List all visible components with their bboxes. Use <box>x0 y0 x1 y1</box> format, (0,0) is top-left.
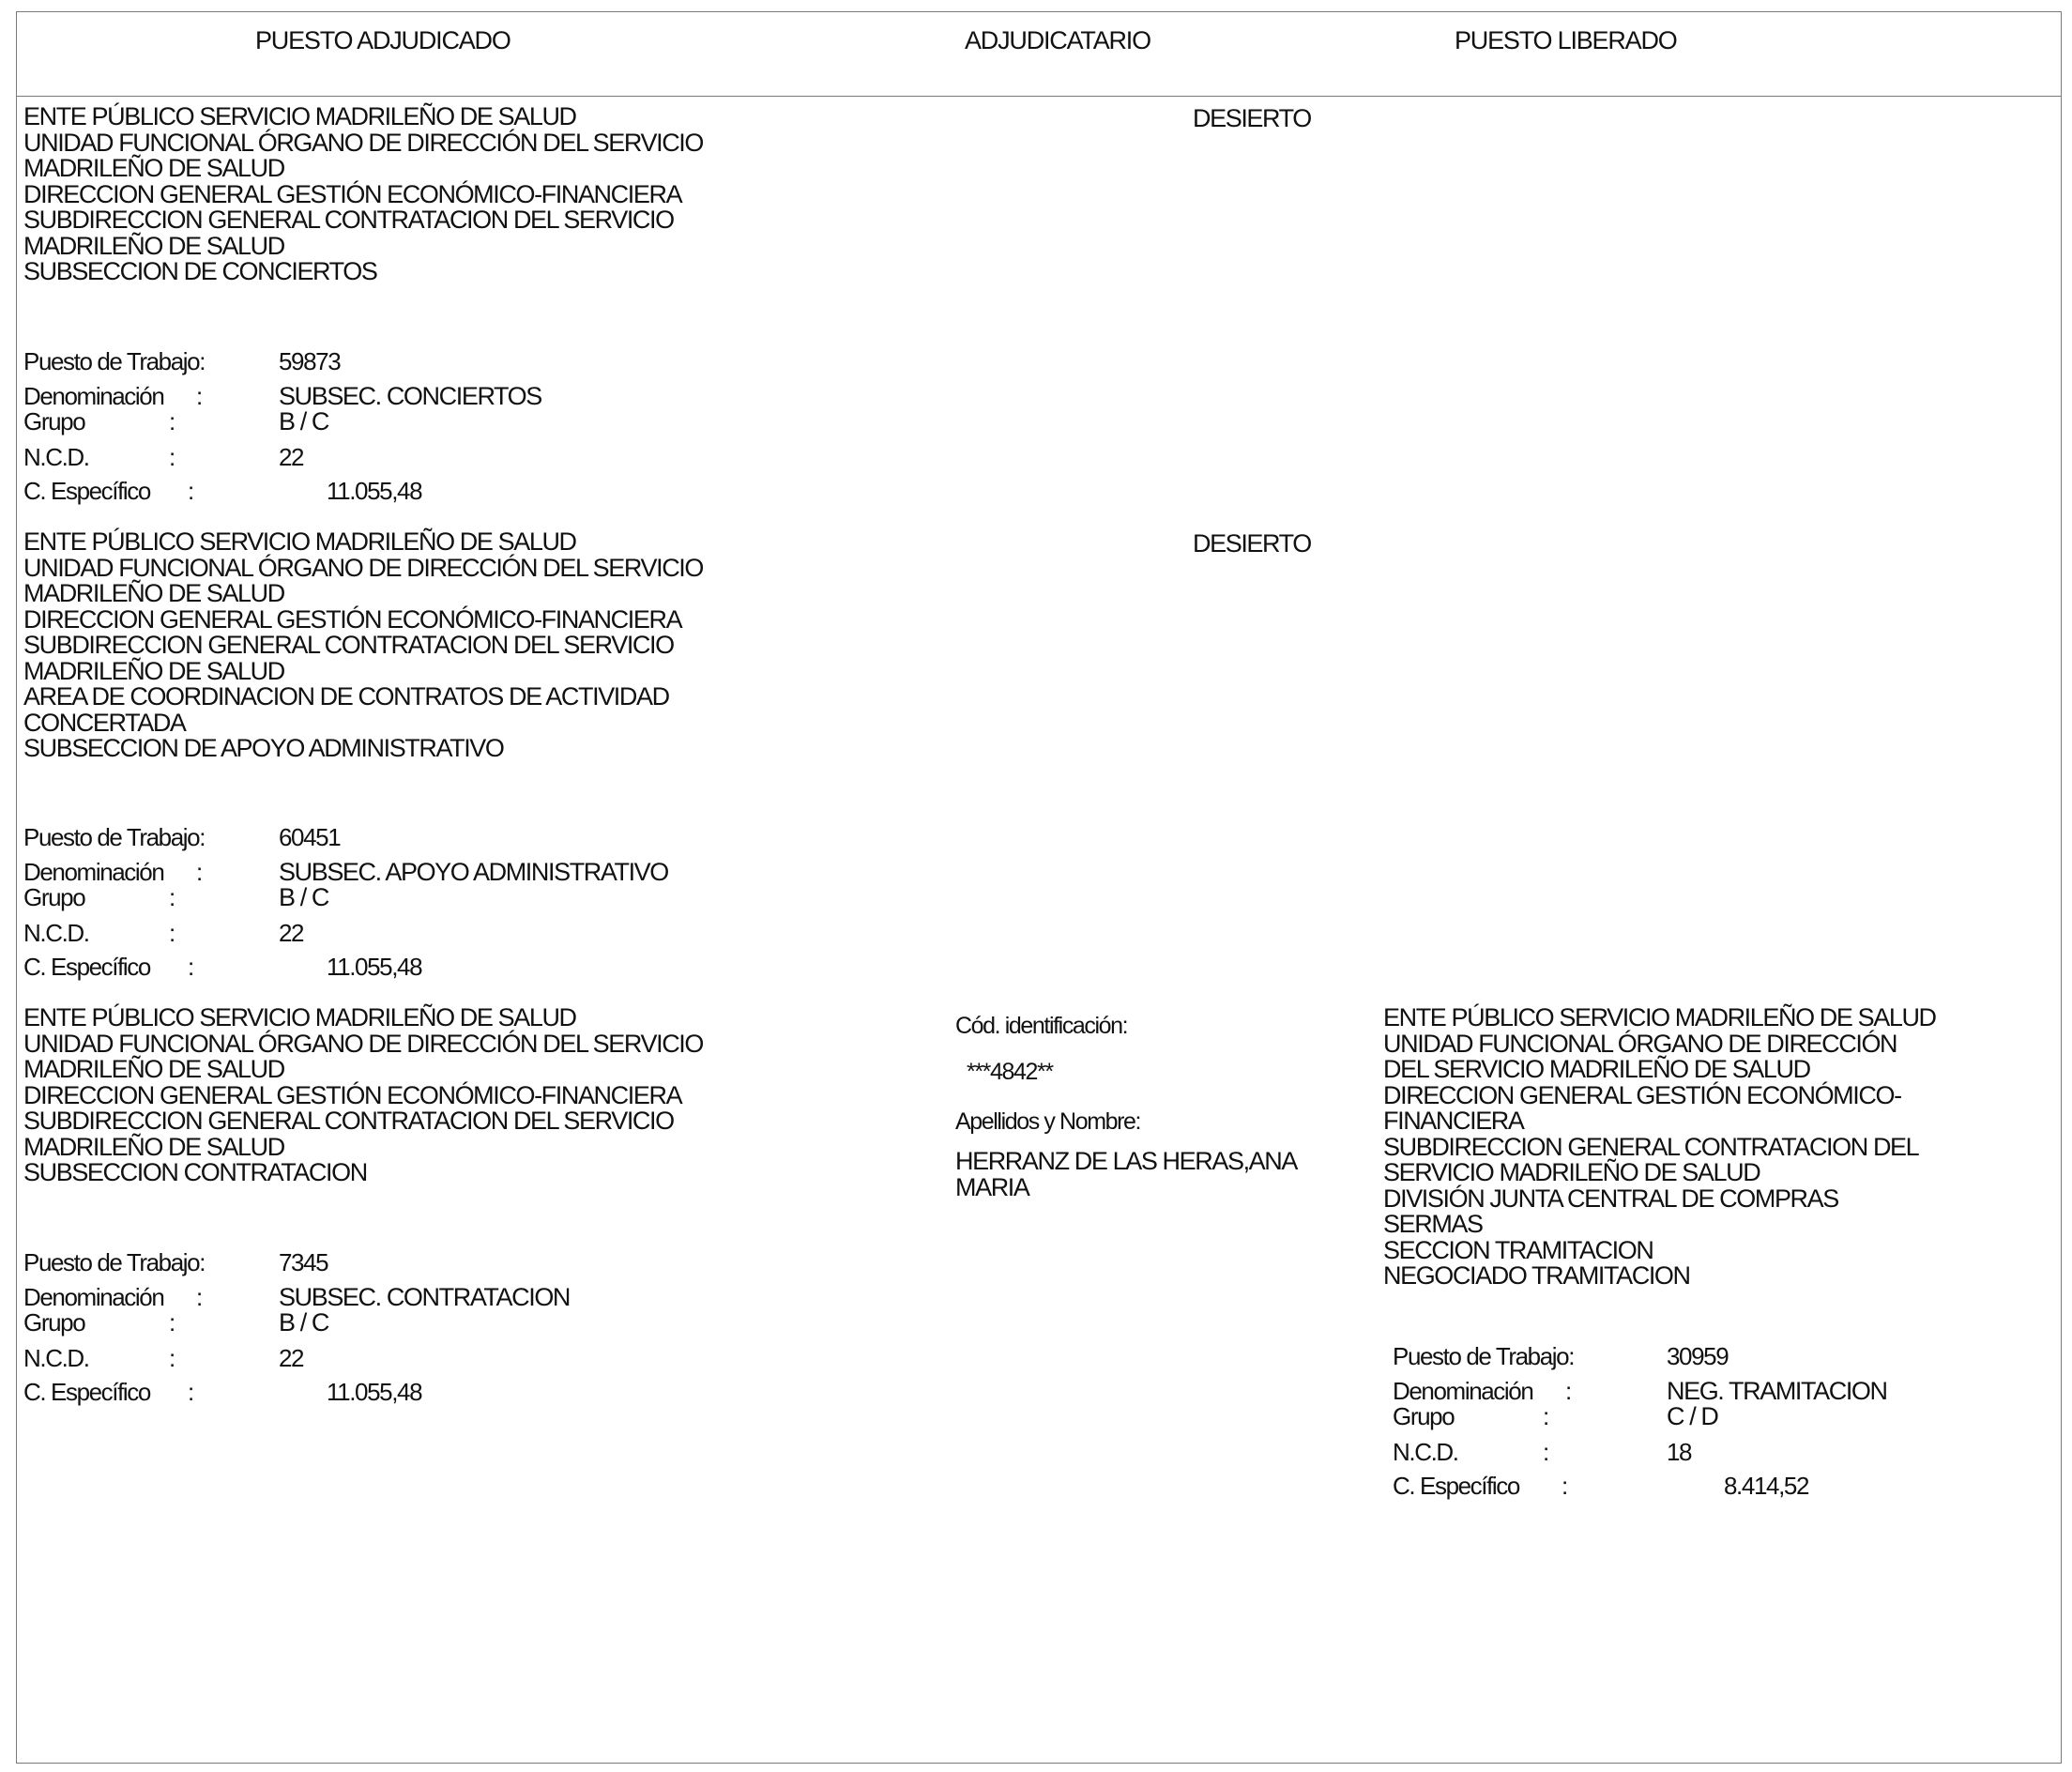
puesto-value: 59873 <box>279 347 341 375</box>
org-line: SUBSECCION CONTRATACION <box>23 1158 367 1186</box>
puesto-value: 60451 <box>279 823 341 851</box>
puesto-label: Puesto de Trabajo: <box>1393 1342 1575 1370</box>
grupo-value: B / C <box>279 407 329 435</box>
grupo-value: B / C <box>279 1308 329 1337</box>
header-adjudicatario: ADJUDICATARIO <box>965 26 1150 54</box>
colon: : <box>169 1344 175 1372</box>
ncd-label: N.C.D. <box>23 443 89 471</box>
org-line: UNIDAD FUNCIONAL ÓRGANO DE DIRECCIÓN DEL SERVICIO <box>23 553 704 582</box>
colon: : <box>196 1283 202 1311</box>
puesto-value: 7345 <box>279 1248 328 1276</box>
apellidos-nombre-label: Apellidos y Nombre: <box>955 1108 1141 1135</box>
org-line: SUBDIRECCION GENERAL CONTRATACION DEL SERVICIO <box>23 1107 674 1135</box>
denominacion-label: Denominación <box>1393 1377 1533 1405</box>
liberado-org <box>1383 1005 1936 1290</box>
grupo-value: C / D <box>1667 1402 1718 1430</box>
especifico-label: C. Específico <box>1393 1472 1519 1500</box>
colon: : <box>188 477 193 505</box>
puesto-label: Puesto de Trabajo: <box>23 347 206 375</box>
org-line: ENTE PÚBLICO SERVICIO MADRILEÑO DE SALUD <box>23 527 576 556</box>
org-line: UNIDAD FUNCIONAL ÓRGANO DE DIRECCIÓN DEL SERVICIO <box>23 128 704 157</box>
cod-identificacion-value: ***4842** <box>967 1059 1053 1085</box>
denominacion-value: SUBSEC. CONCIERTOS <box>279 382 541 410</box>
especifico-value: 11.055,48 <box>327 477 422 505</box>
row-3-org <box>23 1005 703 1186</box>
colon: : <box>188 1378 193 1406</box>
colon: : <box>169 919 175 947</box>
colon: : <box>188 953 193 981</box>
ncd-label: N.C.D. <box>23 1344 89 1372</box>
grupo-label: Grupo <box>23 1308 85 1337</box>
colon: : <box>1543 1402 1548 1430</box>
name-line: HERRANZ DE LAS HERAS,ANA <box>955 1147 1297 1175</box>
colon: : <box>169 1308 175 1337</box>
especifico-label: C. Específico <box>23 1378 150 1406</box>
especifico-value: 11.055,48 <box>327 1378 422 1406</box>
colon: : <box>1562 1472 1567 1500</box>
org-line: MADRILEÑO DE SALUD <box>23 231 284 260</box>
denominacion-value: NEG. TRAMITACION <box>1667 1377 1887 1405</box>
adjudicatario-name <box>955 1149 1297 1200</box>
ncd-value: 22 <box>279 443 304 471</box>
org-line: MADRILEÑO DE SALUD <box>23 656 284 685</box>
ncd-label: N.C.D. <box>23 919 89 947</box>
org-line: SUBSECCION DE APOYO ADMINISTRATIVO <box>23 734 504 762</box>
org-line: MADRILEÑO DE SALUD <box>23 154 284 182</box>
org-line: SUBDIRECCION GENERAL CONTRATACION DEL SERVICIO <box>23 631 674 659</box>
especifico-label: C. Específico <box>23 953 150 981</box>
name-line: MARIA <box>955 1172 1029 1201</box>
org-line: ENTE PÚBLICO SERVICIO MADRILEÑO DE SALUD <box>23 1003 576 1031</box>
colon: : <box>1543 1438 1548 1466</box>
colon: : <box>169 407 175 435</box>
org-line: ENTE PÚBLICO SERVICIO MADRILEÑO DE SALUD <box>23 102 576 130</box>
ncd-label: N.C.D. <box>1393 1438 1458 1466</box>
org-line: DEL SERVICIO MADRILEÑO DE SALUD <box>1383 1055 1810 1083</box>
puesto-label: Puesto de Trabajo: <box>23 823 206 851</box>
denominacion-label: Denominación <box>23 1283 164 1311</box>
org-line: SECCION TRAMITACION <box>1383 1235 1653 1264</box>
grupo-label: Grupo <box>23 883 85 911</box>
org-line: AREA DE COORDINACION DE CONTRATOS DE ACTIVIDAD <box>23 682 669 710</box>
header-divider <box>16 96 2062 97</box>
row-1-org <box>23 104 703 285</box>
org-line: SUBDIRECCION GENERAL CONTRATACION DEL <box>1383 1132 1919 1161</box>
denominacion-value: SUBSEC. CONTRATACION <box>279 1283 571 1311</box>
especifico-value: 11.055,48 <box>327 953 422 981</box>
org-line: MADRILEÑO DE SALUD <box>23 1055 284 1083</box>
ncd-value: 18 <box>1667 1438 1692 1466</box>
org-line: DIVISIÓN JUNTA CENTRAL DE COMPRAS <box>1383 1184 1838 1213</box>
ncd-value: 22 <box>279 919 304 947</box>
denominacion-label: Denominación <box>23 858 164 886</box>
cod-identificacion-label: Cód. identificación: <box>955 1013 1128 1039</box>
org-line: DIRECCION GENERAL GESTIÓN ECONÓMICO- <box>1383 1080 1901 1109</box>
row-2-adjudicatario: DESIERTO <box>1193 529 1311 558</box>
org-line: DIRECCION GENERAL GESTIÓN ECONÓMICO-FINANCIERA <box>23 604 682 634</box>
denominacion-label: Denominación <box>23 382 164 410</box>
grupo-value: B / C <box>279 883 329 911</box>
especifico-label: C. Específico <box>23 477 150 505</box>
org-line: MADRILEÑO DE SALUD <box>23 1132 284 1161</box>
colon: : <box>196 858 202 886</box>
org-line: ENTE PÚBLICO SERVICIO MADRILEÑO DE SALUD <box>1383 1003 1936 1031</box>
org-line: DIRECCION GENERAL GESTIÓN ECONÓMICO-FINANCIERA <box>23 179 682 208</box>
org-line: CONCERTADA <box>23 708 186 737</box>
grupo-label: Grupo <box>1393 1402 1455 1430</box>
colon: : <box>169 443 175 471</box>
ncd-value: 22 <box>279 1344 304 1372</box>
header-puesto-adjudicado: PUESTO ADJUDICADO <box>255 26 510 54</box>
header-puesto-liberado: PUESTO LIBERADO <box>1455 26 1677 54</box>
org-line: DIRECCION GENERAL GESTIÓN ECONÓMICO-FINANCIERA <box>23 1080 682 1109</box>
denominacion-value: SUBSEC. APOYO ADMINISTRATIVO <box>279 858 668 886</box>
org-line: SERMAS <box>1383 1210 1483 1238</box>
row-2-org <box>23 529 703 762</box>
org-line: SERVICIO MADRILEÑO DE SALUD <box>1383 1158 1760 1186</box>
org-line: UNIDAD FUNCIONAL ÓRGANO DE DIRECCIÓN DEL SERVICIO <box>23 1029 704 1058</box>
org-line: UNIDAD FUNCIONAL ÓRGANO DE DIRECCIÓN <box>1383 1029 1897 1058</box>
colon: : <box>169 883 175 911</box>
especifico-value: 8.414,52 <box>1724 1472 1809 1500</box>
grupo-label: Grupo <box>23 407 85 435</box>
org-line: SUBSECCION DE CONCIERTOS <box>23 257 377 285</box>
org-line: MADRILEÑO DE SALUD <box>23 579 284 607</box>
colon: : <box>1565 1377 1571 1405</box>
puesto-value: 30959 <box>1667 1342 1729 1370</box>
row-1-adjudicatario: DESIERTO <box>1193 104 1311 132</box>
org-line: NEGOCIADO TRAMITACION <box>1383 1261 1690 1290</box>
org-line: SUBDIRECCION GENERAL CONTRATACION DEL SERVICIO <box>23 206 674 234</box>
org-line: FINANCIERA <box>1383 1107 1524 1135</box>
colon: : <box>196 382 202 410</box>
puesto-label: Puesto de Trabajo: <box>23 1248 206 1276</box>
